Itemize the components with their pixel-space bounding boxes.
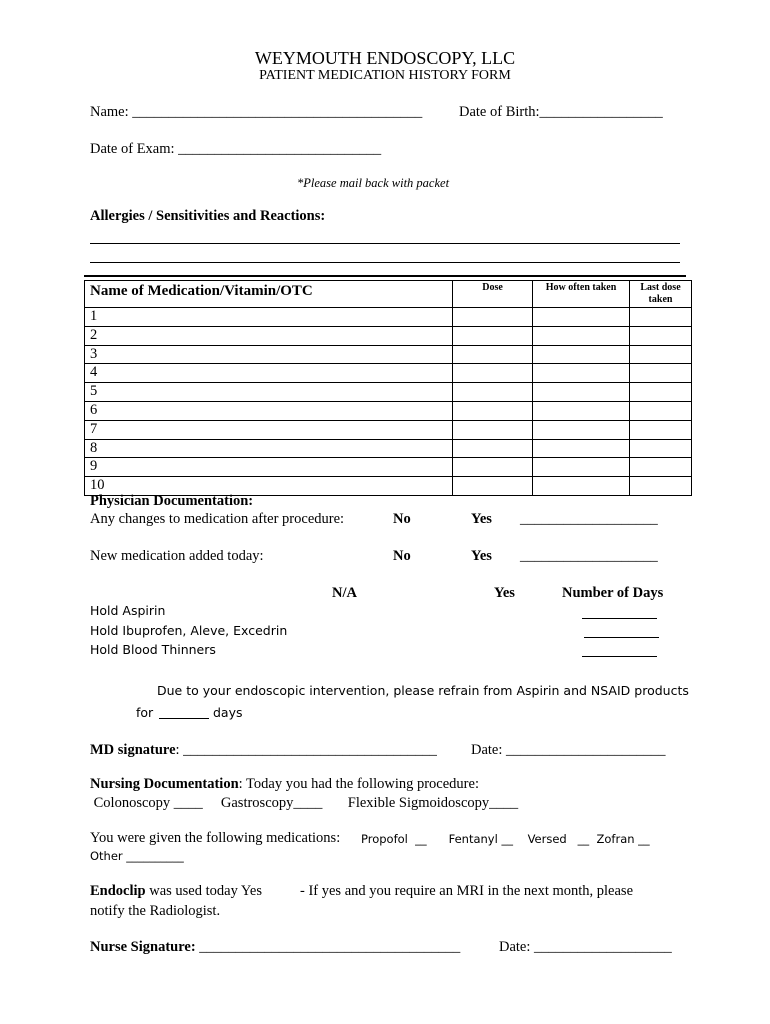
thinners-days-field[interactable]	[582, 656, 657, 657]
new-med-yes-option[interactable]: Yes	[471, 548, 492, 564]
table-row[interactable]: 5	[85, 383, 692, 402]
physician-doc-title: Physician Documentation:	[90, 493, 254, 509]
name-field[interactable]: Name: ________________________________________	[90, 104, 423, 120]
table-row[interactable]: 10	[85, 477, 692, 496]
medication-table	[84, 280, 692, 496]
med-name-header: Name of Medication/Vitamin/OTC	[85, 281, 453, 308]
allergies-line-2[interactable]	[90, 262, 680, 263]
allergies-label: Allergies / Sensitivities and Reactions:	[90, 208, 326, 224]
meds-given-options[interactable]: Propofol __ Fentanyl __ Versed __ Zofran __	[361, 832, 650, 846]
table-row[interactable]: 6	[85, 401, 692, 420]
md-signature-field[interactable]: MD signature: ___________________________________	[90, 742, 437, 758]
how-often-header: How often taken	[545, 282, 617, 293]
table-row[interactable]: 9	[85, 458, 692, 477]
change-details-field[interactable]: ___________________	[520, 511, 658, 527]
new-medication-question: New medication added today:	[90, 548, 264, 564]
table-row[interactable]: 3	[85, 345, 692, 364]
company-name: WEYMOUTH ENDOSCOPY, LLC	[254, 48, 516, 68]
hold-aspirin-label: Hold Aspirin	[90, 603, 166, 618]
new-med-no-option[interactable]: No	[393, 548, 411, 564]
new-med-details-field[interactable]: ___________________	[520, 548, 658, 564]
nurse-signature-field[interactable]: Nurse Signature: ____________________________________	[90, 939, 461, 955]
table-row[interactable]: 4	[85, 364, 692, 383]
nursing-doc-heading: Nursing Documentation: Today you had the following procedure:	[90, 776, 479, 792]
allergies-line-1[interactable]	[90, 243, 680, 244]
procedure-options[interactable]: Colonoscopy ____ Gastroscopy____ Flexible Sigmoidoscopy____	[90, 795, 519, 811]
refrain-instruction: Due to your endoscopic intervention, please refrain from Aspirin and NSAID products	[157, 683, 689, 698]
exam-date-field[interactable]: Date of Exam: ____________________________	[90, 141, 382, 157]
table-row[interactable]: 7	[85, 420, 692, 439]
yes-column-header: Yes	[494, 585, 515, 601]
hold-ibuprofen-label: Hold Ibuprofen, Aleve, Excedrin	[90, 623, 288, 638]
hold-thinners-label: Hold Blood Thinners	[90, 642, 216, 657]
mri-notice: - If yes and you require an MRI in the next month, please	[300, 883, 634, 899]
aspirin-days-field[interactable]	[582, 618, 657, 619]
md-date-field[interactable]: Date: ______________________	[471, 742, 666, 758]
mail-note: *Please mail back with packet	[297, 176, 450, 190]
last-dose-header: Last dose taken	[640, 282, 681, 305]
table-row[interactable]: 1	[85, 308, 692, 327]
ibuprofen-days-field[interactable]	[584, 637, 659, 638]
table-top-rule	[84, 275, 686, 277]
change-yes-option[interactable]: Yes	[471, 511, 492, 527]
nurse-date-field[interactable]: Date: ___________________	[499, 939, 672, 955]
table-row[interactable]: 8	[85, 439, 692, 458]
form-title: PATIENT MEDICATION HISTORY FORM	[259, 68, 511, 83]
refrain-days-field[interactable]	[159, 718, 209, 719]
days-column-header: Number of Days	[562, 585, 664, 601]
other-med-field[interactable]: Other __________	[90, 849, 184, 863]
endoclip-statement: Endoclip was used today Yes	[90, 883, 263, 899]
days-label: days	[213, 705, 243, 720]
dob-field[interactable]: Date of Birth:_________________	[459, 104, 663, 120]
dose-header: Dose	[482, 282, 503, 293]
change-no-option[interactable]: No	[393, 511, 411, 527]
for-label: for	[136, 705, 154, 720]
table-row[interactable]: 2	[85, 326, 692, 345]
meds-given-label: You were given the following medications:	[90, 830, 341, 846]
na-column-header: N/A	[332, 585, 357, 601]
medication-change-question: Any changes to medication after procedure:	[90, 511, 345, 527]
notify-radiologist: notify the Radiologist.	[90, 903, 221, 919]
